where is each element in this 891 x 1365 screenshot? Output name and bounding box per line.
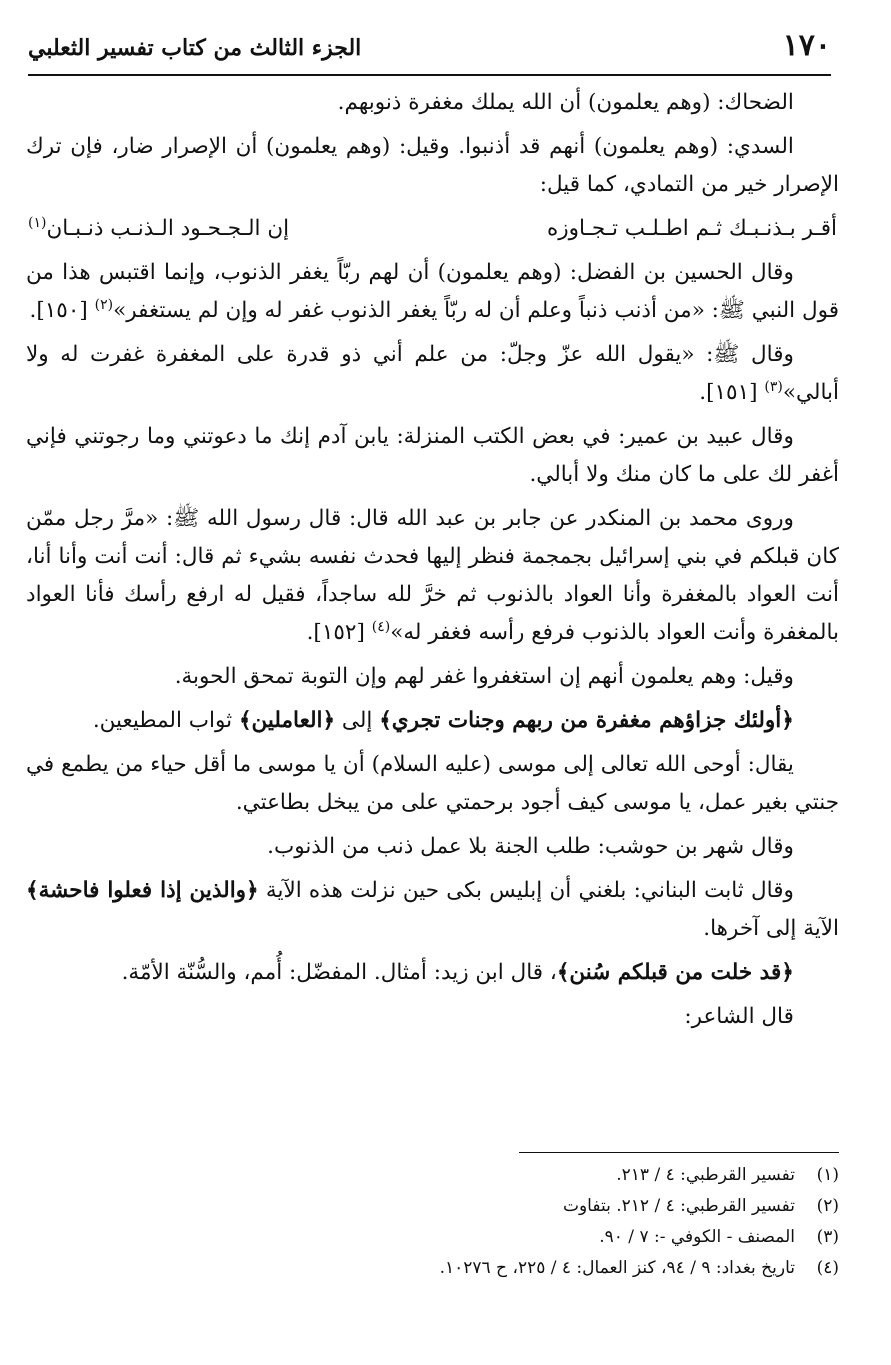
- paragraph: وقال ﷺ: «يقول الله عزّ وجلّ: من علم أني ذو قدرة على المغفرة غفرت له ولا أبالي»$^{(٣)}$ [١٥١].: [26, 342, 839, 405]
- poetry-verse: [26, 210, 839, 248]
- closing-line: قال الشاعر:: [684, 1004, 794, 1029]
- footnote: (٣) المصنف - الكوفي -: ٧ / ٩٠.: [599, 1227, 839, 1247]
- main-text: [26, 84, 839, 1042]
- footnote-ref: (١): [28, 214, 47, 231]
- footnote-divider: [519, 1152, 839, 1153]
- footnote: (٢) تفسير القرطبي: ٤ / ٢١٢. بتفاوت: [562, 1196, 839, 1216]
- footnote: (١) تفسير القرطبي: ٤ / ٢١٣.: [616, 1165, 839, 1185]
- footnote-ref: (٢): [94, 296, 114, 313]
- verse-first-hemistich: أقـر بـذنـبـك ثـم اطـلـب تـجـاوزه: [546, 216, 837, 241]
- footnote-ref: (٤): [371, 618, 391, 635]
- quran-quote: ﴿والذين إذا فعلوا فاحشة﴾: [26, 878, 259, 903]
- quran-quote: ﴿أولئك جزاؤهم مغفرة من ربهم وجنات تجري﴾: [379, 708, 794, 733]
- verse-second-hemistich: إن الـجـحـود الـذنـب ذنـبـان$^{(١)}$: [28, 214, 290, 241]
- paragraph: يقال: أوحى الله تعالى إلى موسى (عليه السلام) أن يا موسى ما أقل حياء من يطمع في جنتي بغير عمل، يا موسى كيف أجود برحمتي على من يبخل بطاعتي.: [26, 752, 839, 815]
- paragraph: وروى محمد بن المنكدر عن جابر بن عبد الله قال: قال رسول الله ﷺ: «مرَّ رجل ممّن كان قبلكم في بني إسرائيل بجمجمة فنظر إليها فحدث نفسه بشيء ثم قال: أنت أنت وأنا أنا، أنت العواد بالمغفرة وأنا العواد بالذنوب ثم خرَّ لله ساجداً، فقيل له ارفع رأسك فأنا العواد بالمغفرة وأنت العواد بالذنوب فرفع رأسه فغفر له»$^{(٤)}$ [١٥٢].: [26, 506, 839, 645]
- paragraph: الضحاك: (وهم يعلمون) أن الله يملك مغفرة ذنوبهم.: [337, 90, 794, 115]
- paragraph: وقال شهر بن حوشب: طلب الجنة بلا عمل ذنب من الذنوب.: [267, 834, 794, 859]
- running-title: الجزء الثالث من كتاب تفسير الثعلبي: [28, 35, 362, 61]
- footnote: (٤) تاريخ بغداد: ٩ / ٩٤، كنز العمال: ٤ / ٢٢٥، ح ١٠٢٧٦.: [439, 1258, 839, 1278]
- page-number: ١٧٠: [782, 28, 831, 63]
- quran-quote: ﴿قد خلت من قبلكم سُنن﴾: [556, 960, 794, 985]
- quran-quote: ﴿العاملين﴾: [238, 708, 336, 733]
- quran-paragraph: وقال ثابت البناني: بلغني أن إبليس بكى حين نزلت هذه الآية ﴿والذين إذا فعلوا فاحشة﴾ الآية إلى آخرها.: [26, 878, 839, 941]
- quran-paragraph: ﴿أولئك جزاؤهم مغفرة من ربهم وجنات تجري﴾ إلى ﴿العاملين﴾ ثواب المطيعين.: [92, 708, 794, 733]
- page-header: [28, 26, 831, 76]
- paragraph: وقال عبيد بن عمير: في بعض الكتب المنزلة: يابن آدم إنك ما دعوتني وما رجوتني فإني أغفر لك على ما كان منك ولا أبالي.: [26, 424, 839, 487]
- quran-paragraph: ﴿قد خلت من قبلكم سُنن﴾، قال ابن زيد: أمثال. المفضّل: أُمم، والسُّنّة الأمّة.: [121, 960, 794, 985]
- footnotes: [60, 1160, 839, 1284]
- paragraph: السدي: (وهم يعلمون) أنهم قد أذنبوا. وقيل: (وهم يعلمون) أن الإصرار ضار، فإن ترك الإصرار خير من التمادي، كما قيل:: [26, 134, 839, 197]
- paragraph: وقيل: وهم يعلمون أنهم إن استغفروا غفر لهم وإن التوبة تمحق الحوبة.: [174, 664, 794, 689]
- footnote-ref: (٣): [764, 378, 783, 395]
- paragraph: وقال الحسين بن الفضل: (وهم يعلمون) أن لهم ربّاً يغفر الذنوب، وإنما اقتبس هذا من قول النبي ﷺ: «من أذنب ذنباً وعلم أن له ربّاً يغفر الذنوب غفر له وإن لم يستغفر»$^{(٢)}$ [١٥٠].: [26, 260, 839, 323]
